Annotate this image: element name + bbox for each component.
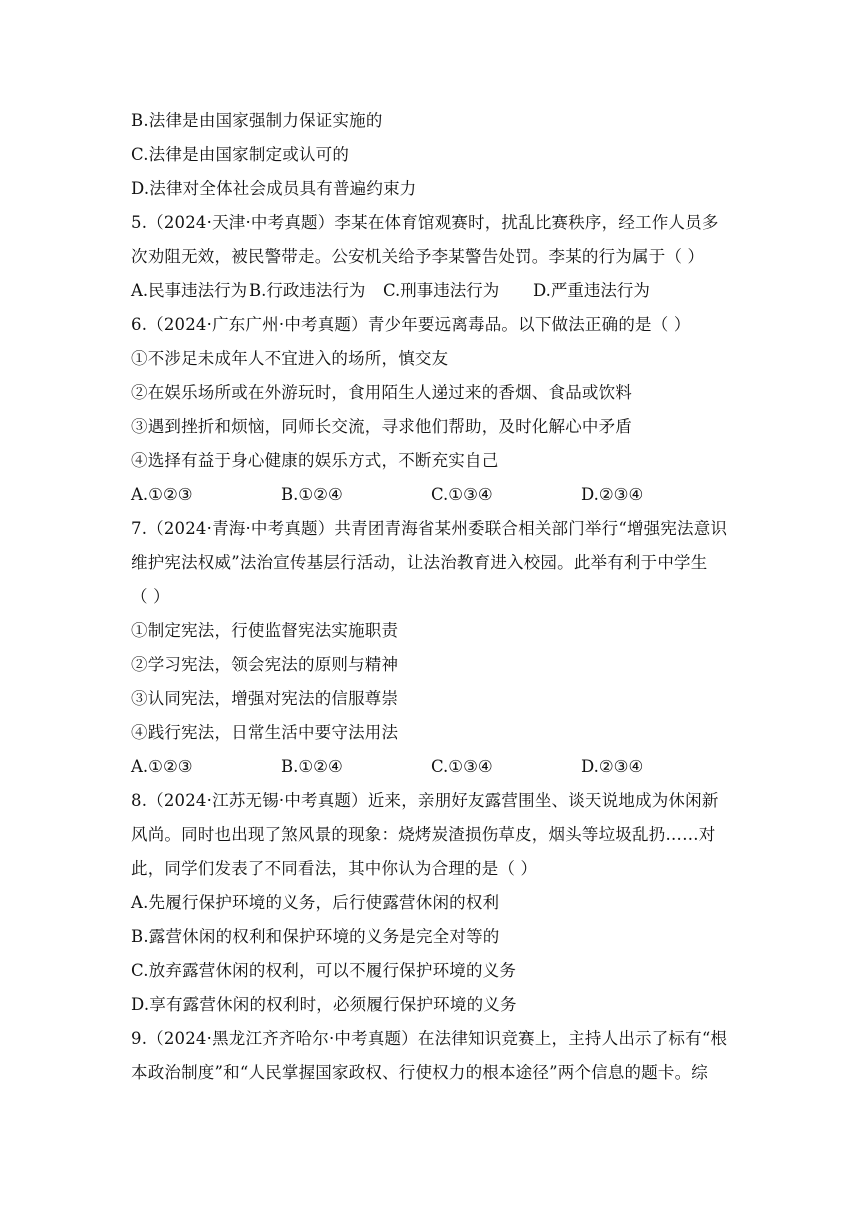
q9-stem-line: 9.（2024·黑龙江齐齐哈尔·中考真题）在法律知识竞赛上，主持人出示了标有“根 bbox=[131, 1029, 728, 1048]
q9-stem-line: 本政治制度”和“人民掌握国家政权、行使权力的根本途径”两个信息的题卡。综 bbox=[131, 1063, 709, 1082]
q6-options bbox=[131, 478, 731, 512]
q7-item: ④践行宪法，日常生活中要守法用法 bbox=[131, 723, 399, 742]
q7-stem-line: 7.（2024·青海·中考真题）共青团青海省某州委联合相关部门举行“增强宪法意识 bbox=[131, 519, 728, 538]
q8-stem-line: 此，同学们发表了不同看法，其中你认为合理的是（ ） bbox=[131, 859, 538, 878]
q4-option-c: C.法律是由国家制定或认可的 bbox=[131, 145, 350, 164]
q6-item: ④选择有益于身心健康的娱乐方式，不断充实自己 bbox=[131, 451, 499, 470]
q5-stem-line: 次劝阻无效，被民警带走。公安机关给予李某警告处罚。李某的行为属于（ ） bbox=[131, 247, 705, 266]
q7-stem-line: 维护宪法权威”法治宣传基层行活动，让法治教育进入校园。此举有利于中学生 bbox=[131, 553, 708, 572]
q8-stem-line: 风尚。同时也出现了煞风景的现象：烧烤炭渣损伤草皮，烟头等垃圾乱扔……对 bbox=[131, 825, 716, 844]
q4-option-b: B.法律是由国家强制力保证实施的 bbox=[131, 111, 383, 130]
q7-option-a: A.①②③ bbox=[131, 757, 193, 776]
q7-stem-line: （ ） bbox=[131, 587, 170, 606]
q6-item: ①不涉足未成年人不宜进入的场所，慎交友 bbox=[131, 349, 449, 368]
q8-option-a: A.先履行保护环境的义务，后行使露营休闲的权利 bbox=[131, 893, 500, 912]
q5-option-d: D.严重违法行为 bbox=[533, 281, 650, 300]
q8-option-d: D.享有露营休闲的权利时，必须履行保护环境的义务 bbox=[131, 995, 517, 1014]
q7-option-d: D.②③④ bbox=[581, 757, 644, 776]
exam-page bbox=[131, 104, 731, 1090]
q4-option-d: D.法律对全体社会成员具有普遍约束力 bbox=[131, 179, 417, 198]
q6-stem-line: 6.（2024·广东广州·中考真题）青少年要远离毒品。以下做法正确的是（ ） bbox=[131, 315, 691, 334]
q5-options bbox=[131, 274, 731, 308]
q8-option-b: B.露营休闲的权利和保护环境的义务是完全对等的 bbox=[131, 927, 500, 946]
q7-item: ①制定宪法，行使监督宪法实施职责 bbox=[131, 621, 399, 640]
q7-item: ②学习宪法，领会宪法的原则与精神 bbox=[131, 655, 399, 674]
q8-stem-line: 8.（2024·江苏无锡·中考真题）近来，亲朋好友露营围坐、谈天说地成为休闲新 bbox=[131, 791, 719, 810]
q6-option-b: B.①②④ bbox=[281, 485, 343, 504]
q6-option-a: A.①②③ bbox=[131, 485, 193, 504]
q7-options bbox=[131, 750, 731, 784]
q8-option-c: C.放弃露营休闲的权利，可以不履行保护环境的义务 bbox=[131, 961, 517, 980]
q5-option-c: C.刑事违法行为 bbox=[383, 281, 500, 300]
q6-item: ②在娱乐场所或在外游玩时，食用陌生人递过来的香烟、食品或饮料 bbox=[131, 383, 632, 402]
q5-stem-line: 5.（2024·天津·中考真题）李某在体育馆观赛时，扰乱比赛秩序，经工作人员多 bbox=[131, 213, 719, 232]
q5-option-b: B.行政违法行为 bbox=[249, 281, 366, 300]
q6-item: ③遇到挫折和烦恼，同师长交流，寻求他们帮助，及时化解心中矛盾 bbox=[131, 417, 632, 436]
q7-item: ③认同宪法，增强对宪法的信服尊崇 bbox=[131, 689, 399, 708]
q7-option-c: C.①③④ bbox=[431, 757, 493, 776]
q6-option-d: D.②③④ bbox=[581, 485, 644, 504]
q7-option-b: B.①②④ bbox=[281, 757, 343, 776]
q6-option-c: C.①③④ bbox=[431, 485, 493, 504]
q5-option-a: A.民事违法行为 bbox=[131, 281, 248, 300]
